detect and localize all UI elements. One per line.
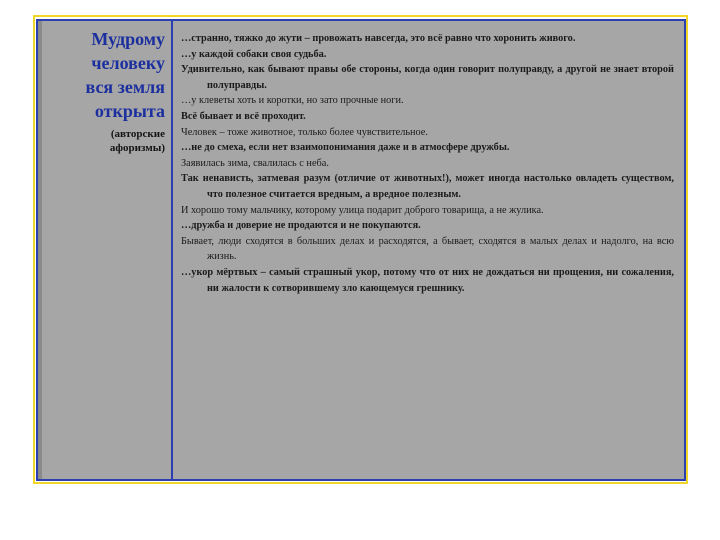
aphorism-item: …укор мёртвых – самый страшный укор, потому что от них не дождаться ни прощения, ни сожаления, ни жалости к сотворившему зло кающемуся грешнику. bbox=[181, 266, 674, 294]
aphorism-item: Всё бывает и всё проходит. bbox=[181, 110, 306, 122]
subtitle-line: афоризмы) bbox=[109, 142, 165, 154]
aphorism-item: …не до смеха, если нет взаимопонимания даже и в атмосфере дружбы. bbox=[181, 142, 510, 154]
aphorism-item: …дружба и доверие не продаются и не покупаются. bbox=[181, 220, 421, 232]
aphorism-item: И хорошо тому мальчику, которому улица подарит доброго товарища, а не жулика. bbox=[181, 204, 544, 216]
aphorism-item: Так ненависть, затмевая разум (отличие от животных!), может иногда настолько овладеть существом, что полезное считается вредным, а вредное полезным. bbox=[181, 173, 674, 200]
title-panel bbox=[38, 21, 173, 479]
aphorism-item: Заявилась зима, свалилась с неба. bbox=[181, 157, 329, 169]
title-line: вся земля bbox=[85, 77, 165, 97]
aphorism-item: Человек – тоже животное, только более чувствительное. bbox=[181, 126, 428, 138]
aphorism-item: …у клеветы хоть и коротки, но зато прочные ноги. bbox=[181, 95, 404, 107]
aphorism-item: Удивительно, как бывают правы обе стороны, когда один говорит полуправду, а другой не знает второй полуправды. bbox=[181, 64, 674, 91]
title-line: человеку bbox=[91, 53, 165, 73]
slide-title bbox=[56, 27, 165, 123]
aphorism-item: …странно, тяжко до жути – провожать навсегда, это всё равно что хоронить живого. bbox=[181, 33, 576, 44]
slide-subtitle bbox=[56, 127, 165, 155]
title-line: Мудрому bbox=[91, 29, 165, 49]
slide bbox=[36, 19, 686, 481]
aphorism-item: Бывает, люди сходятся в больших делах и расходятся, а бывает, сходятся в малых делах и надолго, на всю жизнь. bbox=[181, 235, 674, 263]
title-line: открыта bbox=[94, 101, 165, 121]
aphorism-item: …у каждой собаки своя судьба. bbox=[181, 48, 327, 60]
left-stripe bbox=[38, 21, 42, 479]
aphorism-list bbox=[173, 21, 684, 479]
subtitle-line: (авторские bbox=[110, 128, 165, 140]
